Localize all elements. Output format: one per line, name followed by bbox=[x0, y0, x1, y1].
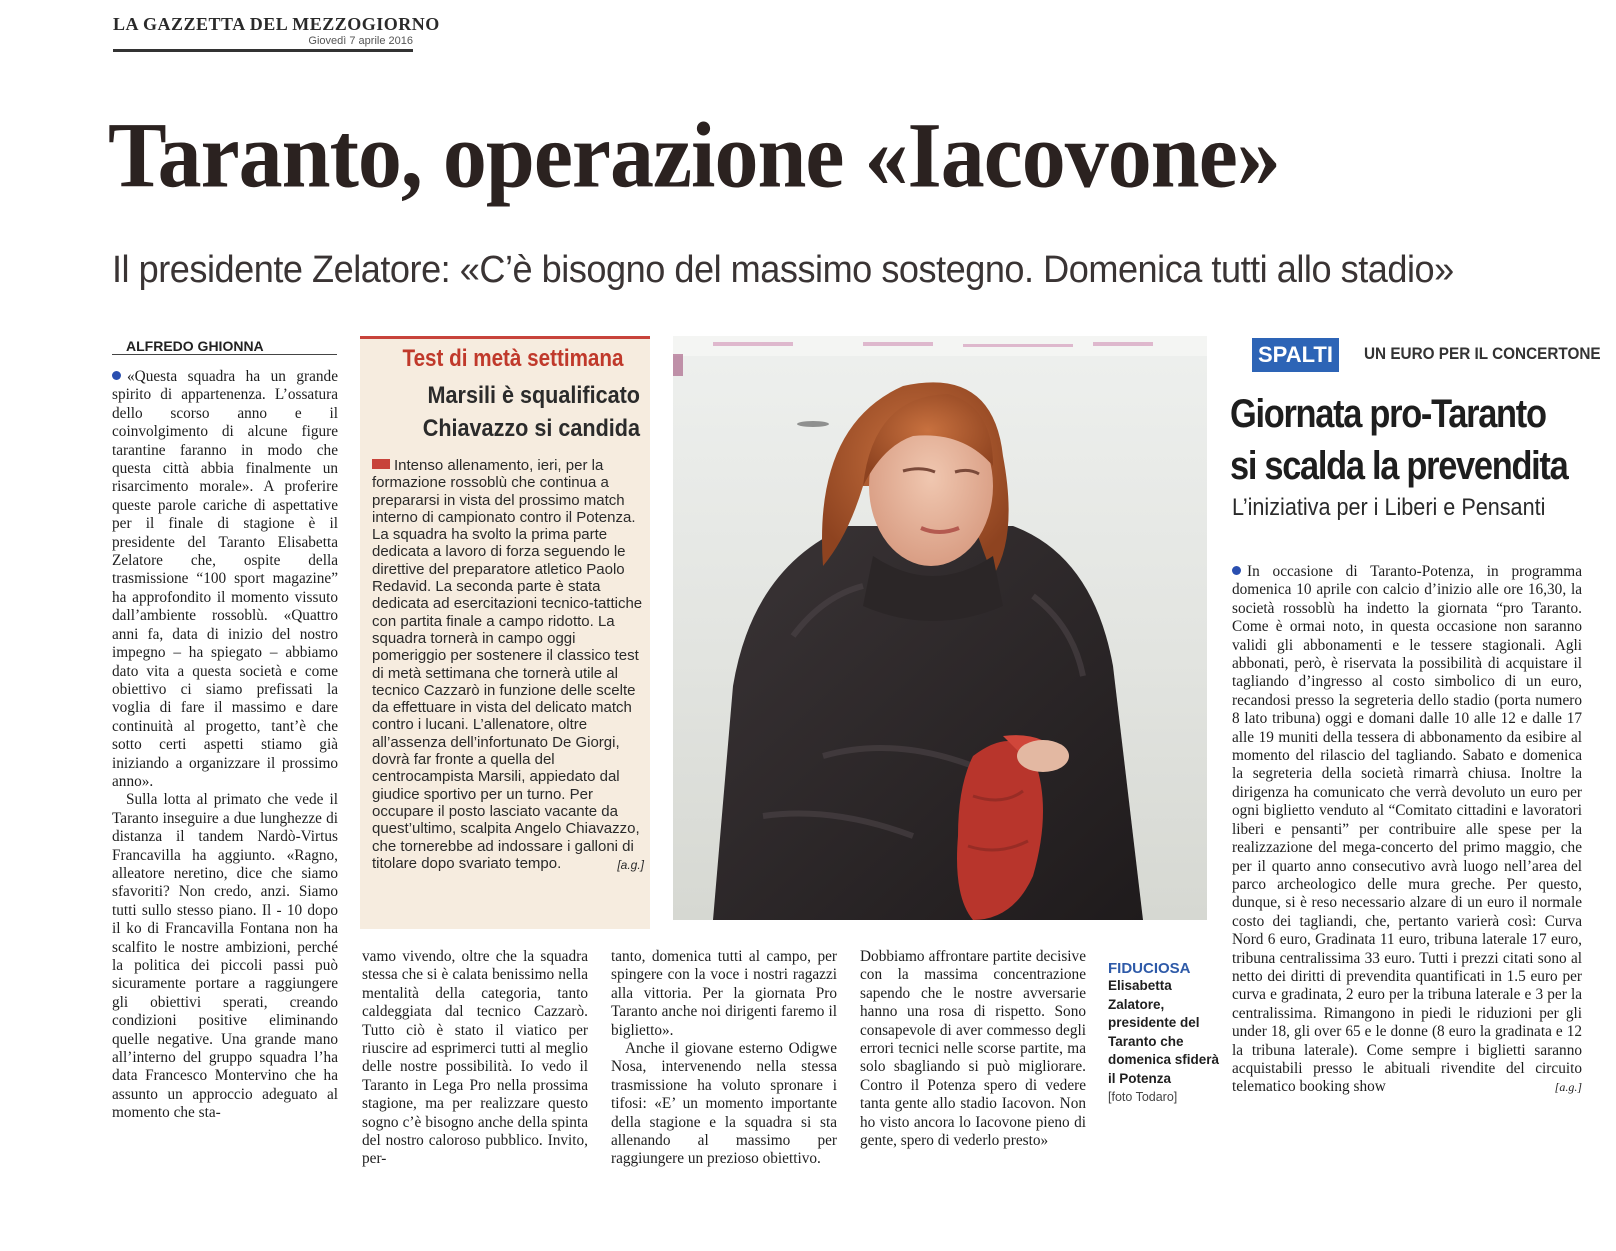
bullet-icon bbox=[112, 371, 121, 380]
section-badge: SPALTI bbox=[1252, 338, 1339, 372]
sidebar-title bbox=[399, 379, 640, 445]
portrait-photo bbox=[673, 336, 1207, 920]
spalti-title-line: Giornata pro-Taranto bbox=[1230, 392, 1546, 436]
sidebar-body: Intenso allenamento, ieri, per la formazione rossoblù che continua a prepararsi in vista del prossimo match interno di campionato contro il Potenza. La squadra ha svolto la prima parte dedicata a lavoro di forza seguendo le direttive del preparatore atletico Paolo Redavid. La seconda parte è stata dedicata ad esercitazioni tecnico-tattiche con partita finale a campo ridotto. La squadra tornerà in campo oggi pomeriggio per sostenere il classico test di metà settimana che tornerà utile al tecnico Cazzarò in funzione delle scelte da effettuare in vista del delicato match contro i lucani. L’allenatore, oltre all’assenza dell’infortunato De Giorgi, dovrà far fronte a quella del centrocampista Marsili, appiedato dal giudice sportivo per un turno. Per occupare il posto lasciato vacante da quest’ultimo, scalpita Angelo Chiavazzo, che tornerebbe ad indossare i galloni di titolare dopo svariato tempo. bbox=[372, 457, 643, 872]
article-paragraph: tanto, domenica tutti al campo, per spingere con la voce i nostri ragazzi alla vittoria. Per la giornata Pro Taranto anche noi dirigenti faremo il biglietto». bbox=[611, 948, 837, 1039]
spalti-body-text: In occasione di Taranto-Potenza, in programma domenica 10 aprile con calcio d’inizio alle ore 16,30, la società rossoblù ha indetto la giornata “pro Taranto. Come è ormai noto, in questa occasione non saranno validi gli abbonamenti e le tessere stagionali. Agli abbonati, però, è riservata la possibilità di acquistare il tagliando d’ingresso al costo simbolico di un euro, recandosi presso la segreteria dello stadio (porta numero 8 lato tribuna) oggi e domani dalle 10 alle 12 e dalle 17 alle 19 muniti della tessera di abbonamento da esibire al momento del rilascio del tagliando. Sabato e domenica la segreteria della società rimarrà chiusa. Inoltre la dirigenza ha comunicato che verrà devoluto un euro per ogni biglietto venduto al “Comitato cittadini e lavoratori liberi e pensanti” per contribuire alle spese per la realizzazione del mega-concerto del primo maggio, che per il quarto anno consecutivo avrà luogo nell’area del parco archeologico delle mura greche. Per questo, dunque, si è reso necessario alzare di un euro il normale costo dei tagliandi, che, pertanto varierà così: Curva Nord 6 euro, Gradinata 11 euro, tribuna laterale 17 euro, tribuna centralissima 33 euro. Tutti i prezzi citati sono al netto dei diritti di prevendita quantificati in 1.5 euro per curva e gradinata, 2 euro per la tribuna laterale e 3 per la centralissima. Rimangono in piedi le riduzioni per gli under 18, gli over 65 e le donne (8 euro la gradinata e 12 la tribuna laterale). Come sempre i biglietti saranno acquistabili presso le abituali rivendite del circuito telematico booking show bbox=[1232, 563, 1582, 1096]
article-column-4 bbox=[860, 948, 1086, 1150]
article-paragraph: Dobbiamo affrontare partite decisive con la massima concentrazione sapendo che le nostre avversarie hanno una rosa di rispetto. Sono consapevole di aver commesso degli errori tecnici nelle scorse partite, ma solo sbagliando si può migliorare. Contro il Potenza spero di vedere tanta gente allo stadio Iacovon. Non ho visto ancora lo Iacovone pieno di gente, spero di vederlo presto» bbox=[860, 948, 1086, 1150]
sidebar-text bbox=[372, 457, 644, 874]
sidebar-box bbox=[360, 336, 650, 929]
article-paragraph: Sulla lotta al primato che vede il Taranto inseguire a due lunghezze di distanza il tandem Nardò-Virtus Francavilla ha aggiunto. «Ragno, alleatore neretino, dice che siamo sfavoriti? Non credo, anzi. Siamo tutti sullo stesso piano. Il - 10 dopo il ko di Francavilla Fontana non ha scalfito le nostre ambizioni, perché la politica dei piccoli passi può sicuramente portare a raggiungere gli obiettivi sperati, creando condizioni positive eliminando quelle negative. Una grande mano all’interno del gruppo squadra l’ha data Francesco Montervino che ha assunto un approccio adeguato al momento che sta- bbox=[112, 791, 338, 1122]
red-square-icon bbox=[372, 459, 390, 469]
headline: Taranto, operazione «Iacovone» bbox=[108, 105, 1280, 208]
caption-label: FIDUCIOSA bbox=[1108, 960, 1191, 977]
article-paragraph: vamo vivendo, oltre che la squadra stessa che si è calata benissimo nella mentalità della categoria, tanto caldeggiata dal tecnico Cazzarò. Tutto ciò è stato il viatico per riuscire ad esprimerci tutti al meglio delle nostre possibilità. Io vedo il Taranto in Lega Pro nella prossima stagione, ma per realizzare questo sogno c’è bisogno anche della spinta del nostro caloroso pubblico. Invito, per- bbox=[362, 948, 588, 1168]
sidebar-title-line: Chiavazzo si candida bbox=[422, 415, 640, 442]
byline-rule bbox=[112, 354, 337, 355]
sidebar-kicker: Test di metà settimana bbox=[402, 345, 624, 372]
newspaper-name: LA GAZZETTA DEL MEZZOGIORNO bbox=[113, 14, 440, 34]
spalti-signature: [a.g.] bbox=[1554, 1080, 1582, 1095]
bullet-icon bbox=[1232, 566, 1241, 575]
article-paragraph: Anche il giovane esterno Odigwe Nosa, intervenendo nella stessa trasmissione ha voluto spronare i tifosi: «E’ un momento importante della stagione e la squadra si sta allenando al massimo per raggiungere un prezioso obiettivo. bbox=[611, 1040, 837, 1168]
byline: ALFREDO GHIONNA bbox=[126, 338, 264, 354]
article-column-2 bbox=[362, 948, 588, 1169]
issue-date: Giovedì 7 aprile 2016 bbox=[308, 35, 413, 47]
photo-credit: [foto Todaro] bbox=[1108, 1090, 1178, 1104]
caption-text: Elisabetta Zalatore, presidente del Taranto che domenica sfiderà il Potenza bbox=[1108, 978, 1220, 1086]
spalti-subtitle: L’iniziativa per i Liberi e Pensanti bbox=[1232, 494, 1546, 521]
sidebar-signature: [a.g.] bbox=[617, 857, 644, 872]
spalti-kicker: UN EURO PER IL CONCERTONE bbox=[1364, 344, 1601, 363]
masthead-rule bbox=[113, 49, 413, 52]
spalti-title-line: si scalda la prevendita bbox=[1230, 444, 1568, 488]
spalti-body bbox=[1232, 563, 1582, 1097]
photo-caption bbox=[1108, 960, 1220, 1104]
article-paragraph-text: «Questa squadra ha un grande spirito di appartenenza. L’ossatura dello scorso anno e il coinvolgimento di alcune figure tarantine faranno in modo che questa città abbia finalmente un risarcimento morale». A proferire queste parole cariche di aspettative per il finale di stagione è il presidente del Taranto Elisabetta Zelatore che, ospite della trasmissione “100 sport magazine” ha approfondito il momento vissuto dall’ambiente rossoblù. «Quattro anni fa, data di inizio del nostro impegno – ha spiegato – abbiamo dato vita a questa società e come obiettivo ci siamo prefissati la voglia di fare il massimo e dare continuità al progetto, tant’è che sotto certi aspetti stiamo già iniziando a organizzare il prossimo anno». bbox=[112, 368, 338, 790]
subheadline: Il presidente Zelatore: «C’è bisogno del massimo sostegno. Domenica tutti allo stadio» bbox=[112, 249, 1454, 291]
article-paragraph bbox=[112, 368, 338, 791]
sidebar-title-line: Marsili è squalificato bbox=[427, 382, 640, 409]
spalti-title bbox=[1230, 388, 1568, 492]
masthead bbox=[113, 14, 440, 52]
article-column-3 bbox=[611, 948, 837, 1169]
article-column-1 bbox=[112, 368, 338, 1123]
